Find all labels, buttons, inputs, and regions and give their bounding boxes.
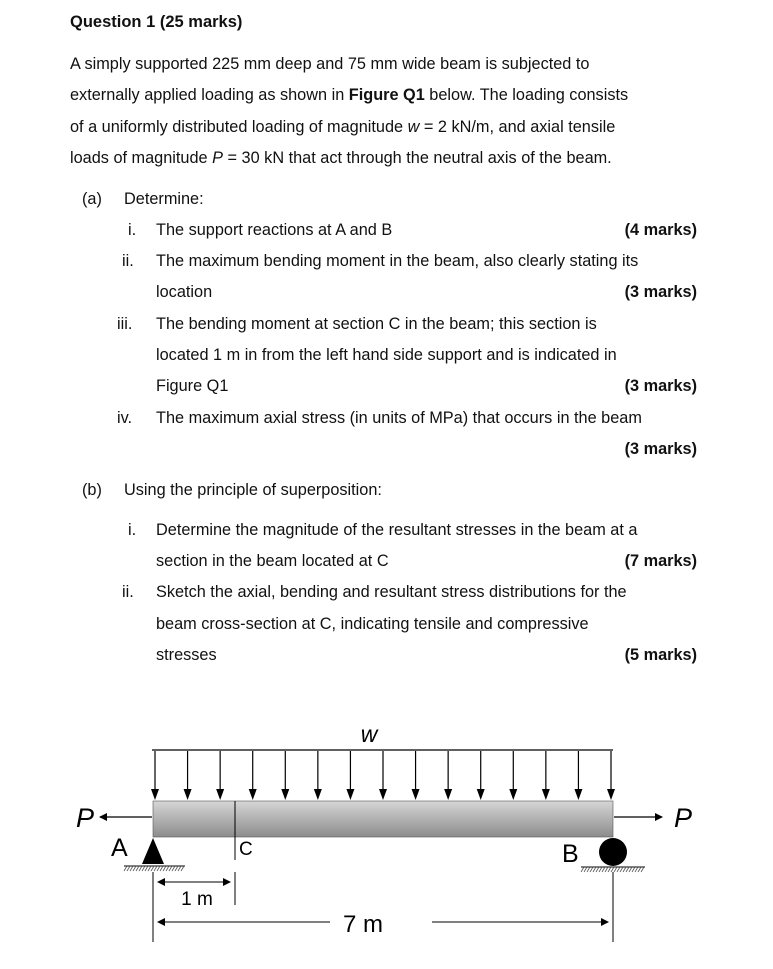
part-a-item-num: i. <box>128 221 137 239</box>
udl-arrow-head <box>574 789 582 800</box>
hatch-stroke <box>620 867 623 872</box>
hatch-stroke <box>584 867 587 872</box>
figure-ref: Figure Q1 <box>348 86 425 104</box>
part-a-item-text: Figure Q1 <box>156 377 229 395</box>
part-a-item-text: The maximum bending moment in the beam, also clearly stating its <box>156 252 639 270</box>
w-symbol: w <box>407 118 420 136</box>
part-b-item-text: Sketch the axial, bending and resultant stress distributions for the <box>156 583 627 601</box>
intro-line-4: loads of magnitude P = 30 kN that act through the neutral axis of the beam. <box>70 149 612 167</box>
left-force-label: P <box>76 803 95 833</box>
dim-1m-label: 1 m <box>181 889 213 910</box>
hatch-stroke <box>623 867 626 872</box>
part-b-label: (b) <box>82 481 102 499</box>
pin-support-a <box>142 838 164 864</box>
marks-label: (5 marks) <box>624 646 697 664</box>
hatch-stroke <box>124 866 127 871</box>
part-a-item-text: The bending moment at section C in the beam; this section is <box>156 315 597 333</box>
part-a-item-text: location <box>156 283 213 301</box>
hatch-stroke <box>166 866 169 871</box>
udl-arrow-head <box>281 789 289 800</box>
hatch-stroke <box>599 867 602 872</box>
roller-support-b <box>599 838 627 866</box>
hatch-stroke <box>629 867 632 872</box>
part-b-item-text: beam cross-section at C, indicating tensile and compressive <box>156 615 589 633</box>
hatch-stroke <box>136 866 139 871</box>
hatch-stroke <box>617 867 620 872</box>
part-a-item-text: located 1 m in from the left hand side support and is indicated in <box>156 346 617 364</box>
udl-arrow-head <box>346 789 354 800</box>
part-a-item-text: The maximum axial stress (in units of MPa) that occurs in the beam <box>156 409 642 427</box>
udl-arrow-head <box>444 789 452 800</box>
hatch-stroke <box>590 867 593 872</box>
hatch-stroke <box>139 866 142 871</box>
hatch-stroke <box>172 866 175 871</box>
hatch-stroke <box>175 866 178 871</box>
udl-arrow-head <box>184 789 192 800</box>
hatch-stroke <box>632 867 635 872</box>
marks-label: (3 marks) <box>624 377 697 395</box>
marks-label: (7 marks) <box>624 552 697 570</box>
ground-hatch-b <box>581 867 644 872</box>
hatch-stroke <box>626 867 629 872</box>
intro-line-2: externally applied loading as shown in Figure Q1 below. The loading consists <box>70 86 629 104</box>
hatch-stroke <box>130 866 133 871</box>
part-a-label: (a) <box>82 190 102 208</box>
udl-arrow-head <box>314 789 322 800</box>
hatch-stroke <box>154 866 157 871</box>
udl-arrow-head <box>412 789 420 800</box>
part-b-item-text: section in the beam located at C <box>156 552 389 570</box>
right-force-label: P <box>674 803 693 833</box>
udl-arrows <box>151 751 615 800</box>
hatch-stroke <box>581 867 584 872</box>
section-c-label: C <box>239 839 253 860</box>
hatch-stroke <box>157 866 160 871</box>
ground-hatch-a <box>124 866 184 871</box>
part-b-item-num: i. <box>128 521 137 539</box>
udl-arrow-head <box>216 789 224 800</box>
hatch-stroke <box>605 867 608 872</box>
udl-arrow-head <box>607 789 615 800</box>
hatch-stroke <box>593 867 596 872</box>
hatch-stroke <box>602 867 605 872</box>
udl-arrow-head <box>509 789 517 800</box>
hatch-stroke <box>127 866 130 871</box>
dim-7m-label: 7 m <box>342 911 384 938</box>
hatch-stroke <box>611 867 614 872</box>
hatch-stroke <box>178 866 181 871</box>
part-a-item-num: ii. <box>122 252 134 270</box>
udl-arrow-head <box>249 789 257 800</box>
hatch-stroke <box>641 867 644 872</box>
part-a-item-num: iii. <box>117 315 133 333</box>
hatch-stroke <box>160 866 163 871</box>
udl-arrow-head <box>379 789 387 800</box>
beam <box>153 801 613 837</box>
support-a-label: A <box>111 834 128 862</box>
p-symbol: P <box>212 149 223 167</box>
udl-arrow-head <box>542 789 550 800</box>
udl-label: w <box>360 721 378 747</box>
part-b-heading: Using the principle of superposition: <box>124 481 382 499</box>
part-b-item-text: stresses <box>156 646 217 664</box>
hatch-stroke <box>133 866 136 871</box>
intro-line-1: A simply supported 225 mm deep and 75 mm wide beam is subjected to <box>70 55 590 73</box>
hatch-stroke <box>596 867 599 872</box>
intro-line-3: of a uniformly distributed loading of magnitude w = 2 kN/m, and axial tensile <box>70 118 616 136</box>
hatch-stroke <box>608 867 611 872</box>
udl-arrow-head <box>151 789 159 800</box>
support-b-label: B <box>562 840 579 868</box>
hatch-stroke <box>587 867 590 872</box>
hatch-stroke <box>638 867 641 872</box>
hatch-stroke <box>148 866 151 871</box>
part-b-item-num: ii. <box>122 583 134 601</box>
hatch-stroke <box>163 866 166 871</box>
hatch-stroke <box>181 866 184 871</box>
hatch-stroke <box>151 866 154 871</box>
marks-label: (3 marks) <box>624 283 697 301</box>
part-a-item-text: The support reactions at A and B <box>156 221 393 239</box>
marks-label: (3 marks) <box>624 440 697 458</box>
question-title: Question 1 (25 marks) <box>70 13 243 31</box>
marks-label: (4 marks) <box>624 221 697 239</box>
part-a-item-num: iv. <box>117 409 133 427</box>
hatch-stroke <box>142 866 145 871</box>
hatch-stroke <box>614 867 617 872</box>
part-b-item-text: Determine the magnitude of the resultant stresses in the beam at a <box>156 521 638 539</box>
part-a-heading: Determine: <box>124 190 204 208</box>
hatch-stroke <box>635 867 638 872</box>
hatch-stroke <box>169 866 172 871</box>
hatch-stroke <box>145 866 148 871</box>
udl-arrow-head <box>477 789 485 800</box>
